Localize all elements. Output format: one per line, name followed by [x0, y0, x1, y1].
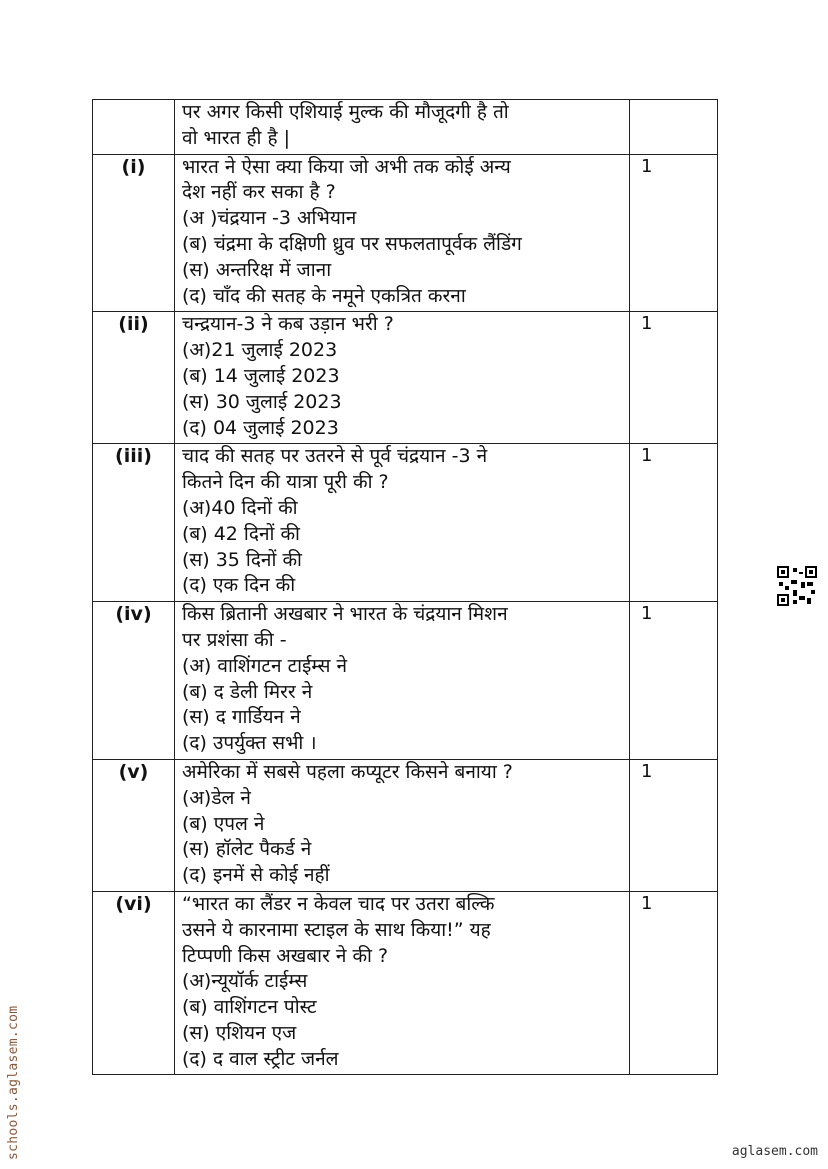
question-number: (iv)	[93, 602, 175, 760]
marks-cell: 1	[630, 312, 718, 444]
question-text: पर अगर किसी एशियाई मुल्क की मौजूदगी है तो	[182, 101, 509, 123]
question-line: (स) एशियन एज	[182, 1021, 297, 1044]
question-line: (अ)21 जुलाई 2023	[182, 339, 338, 362]
question-number	[93, 100, 175, 155]
question-number: (i)	[93, 154, 175, 312]
marks-cell	[630, 100, 718, 155]
question-text: चाद की सतह पर उतरने से पूर्व चंद्रयान -3 ने	[182, 445, 488, 468]
question-line: (अ) वाशिंगटन टाईम्स ने	[182, 654, 347, 677]
bottom-watermark: aglasem.com	[731, 1144, 818, 1159]
question-line: (ब) 42 दिनों की	[182, 522, 300, 545]
question-line: वो भारत ही है |	[182, 126, 291, 149]
question-cell	[175, 602, 630, 760]
question-text: “भारत का लैंडर न केवल चाद पर उतरा बल्कि	[182, 892, 495, 915]
question-cell	[175, 100, 630, 155]
question-line: (द) इनमें से कोई नहीं	[182, 864, 330, 887]
question-line: टिप्पणी किस अखबार ने की ?	[182, 944, 389, 967]
question-line: (स) हॉलेट पैकर्ड ने	[182, 838, 312, 861]
question-line: (स) द गार्डियन ने	[182, 706, 301, 729]
question-line: (ब) एपल ने	[182, 812, 265, 835]
side-watermark: schools.aglasem.com	[6, 1005, 21, 1160]
qr-code-icon	[777, 566, 817, 606]
question-line: उसने ये कारनामा स्टाइल के साथ किया!” यह	[182, 918, 491, 941]
marks-cell: 1	[630, 891, 718, 1075]
question-line: (द) उपर्युक्त सभी ।	[182, 732, 317, 755]
table-row	[93, 444, 718, 602]
question-text: अमेरिका में सबसे पहला कप्यूटर किसने बनाया ?	[182, 760, 513, 783]
question-line: (द) एक दिन की	[182, 574, 296, 597]
question-cell	[175, 444, 630, 602]
marks-cell: 1	[630, 602, 718, 760]
question-number: (ii)	[93, 312, 175, 444]
question-cell	[175, 312, 630, 444]
question-line: (स) 30 जुलाई 2023	[182, 390, 342, 413]
question-cell	[175, 891, 630, 1075]
question-line: (द) 04 जुलाई 2023	[182, 416, 339, 439]
question-line: (अ)डेल ने	[182, 786, 251, 809]
question-line: (ब) चंद्रमा के दक्षिणी ध्रुव पर सफलतापूर्वक लैंडिंग	[182, 232, 522, 255]
question-line: (ब) वाशिंगटन पोस्ट	[182, 996, 317, 1019]
marks-cell: 1	[630, 444, 718, 602]
question-line: (द) द वाल स्ट्रीट जर्नल	[182, 1047, 339, 1070]
question-text: चन्द्रयान-3 ने कब उड़ान भरी ?	[182, 313, 394, 336]
table-row	[93, 312, 718, 444]
question-line: पर प्रशंसा की -	[182, 628, 287, 651]
marks-cell: 1	[630, 154, 718, 312]
table-row	[93, 100, 718, 155]
question-cell	[175, 154, 630, 312]
question-table	[92, 99, 718, 1075]
question-line: (ब) द डेली मिरर ने	[182, 680, 313, 703]
question-cell	[175, 759, 630, 891]
question-number: (v)	[93, 759, 175, 891]
question-number: (iii)	[93, 444, 175, 602]
question-line: (ब) 14 जुलाई 2023	[182, 364, 340, 387]
question-number: (vi)	[93, 891, 175, 1075]
question-line: (स) 35 दिनों की	[182, 548, 302, 571]
question-text: किस ब्रितानी अखबार ने भारत के चंद्रयान मिशन	[182, 603, 508, 626]
question-line: (अ )चंद्रयान -3 अभियान	[182, 207, 357, 230]
question-text: भारत ने ऐसा क्या किया जो अभी तक कोई अन्य	[182, 155, 511, 178]
table-row	[93, 891, 718, 1075]
marks-cell: 1	[630, 759, 718, 891]
question-line: कितने दिन की यात्रा पूरी की ?	[182, 471, 389, 494]
question-line: देश नहीं कर सका है ?	[182, 181, 336, 204]
question-line: (अ)न्यूयॉर्क टाईम्स	[182, 970, 308, 993]
question-line: (द) चाँद की सतह के नमूने एकत्रित करना	[182, 284, 466, 307]
question-line: (अ)40 दिनों की	[182, 496, 298, 519]
question-line: (स) अन्तरिक्ष में जाना	[182, 258, 332, 281]
table-row	[93, 154, 718, 312]
table-row	[93, 759, 718, 891]
table-row	[93, 602, 718, 760]
